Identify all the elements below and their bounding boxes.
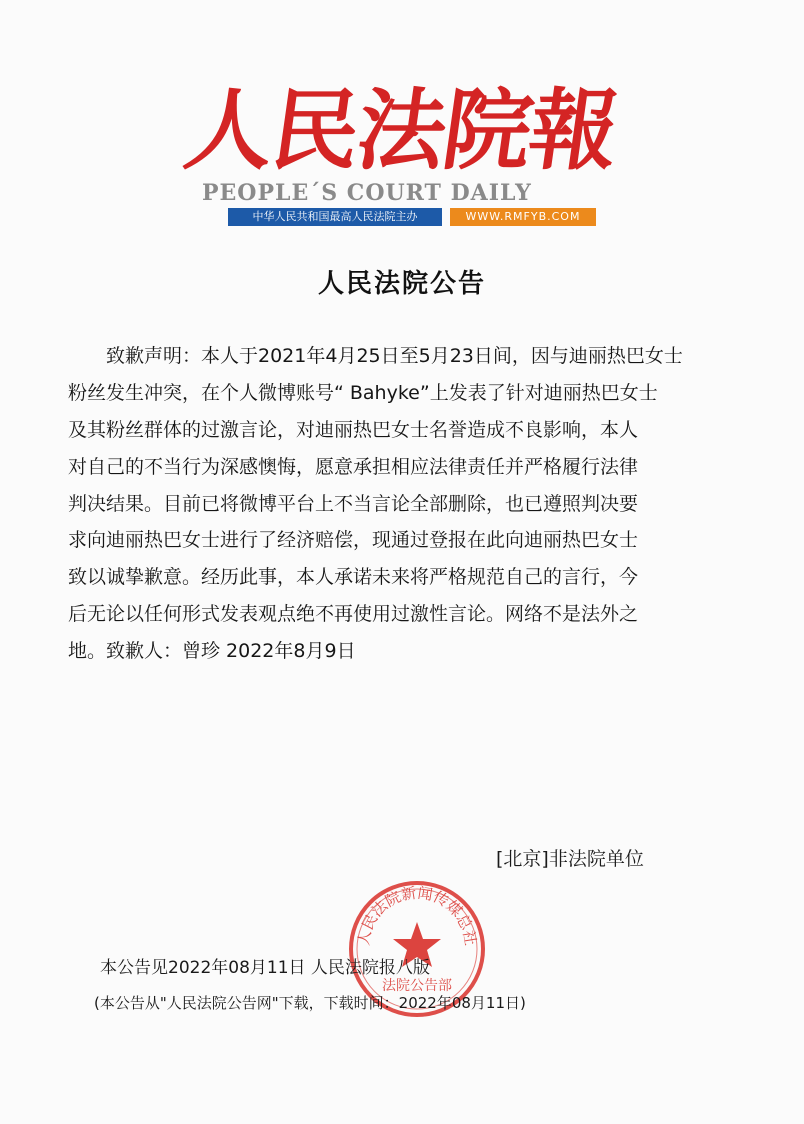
masthead-website-bar: WWW.RMFYB.COM (450, 208, 596, 226)
notice-body-line: 后无论以任何形式发表观点绝不再使用过激性言论。网络不是法外之 (68, 603, 639, 626)
signature-unit: [北京]非法院单位 (496, 848, 644, 870)
masthead-title: 人民法院報 (178, 78, 624, 182)
notice-body-line: 判决结果。目前已将微博平台上不当言论全部删除，也已遵照判决要 (68, 492, 639, 515)
notice-body (68, 338, 738, 670)
masthead-english-title: PEOPLE´S COURT DAILY (202, 180, 532, 206)
notice-body-line: 致以诚挚歉意。经历此事，本人承诺未来将严格规范自己的言行，今 (68, 566, 639, 589)
notice-body-line: 对自己的不当行为深感懊悔，愿意承担相应法律责任并严格履行法律 (68, 455, 639, 478)
seal-bottom-text: 法院公告部 (382, 978, 452, 994)
seal-top-text: 人民法院新闻传媒总社 (354, 883, 480, 947)
notice-body-line: 粉丝发生冲突，在个人微博账号“ Bahyke”上发表了针对迪丽热巴女士 (68, 381, 658, 404)
notice-title: 人民法院公告 (317, 269, 486, 299)
notice-body-line: 致歉声明：本人于2021年4月25日至5月23日间，因与迪丽热巴女士 (68, 345, 683, 367)
footer-download-note: (本公告从"人民法院公告网"下载，下载时间：2022年08月11日) (94, 994, 526, 1012)
masthead (178, 76, 624, 232)
notice-body-line: 地。致歉人：曾珍 2022年8月9日 (68, 640, 356, 663)
footer-publication-note: 本公告见2022年08月11日 人民法院报八版 (100, 958, 430, 978)
masthead-sponsor-bar: 中华人民共和国最高人民法院主办 (228, 208, 442, 226)
notice-body-line: 求向迪丽热巴女士进行了经济赔偿，现通过登报在此向迪丽热巴女士 (68, 529, 639, 552)
notice-body-line: 及其粉丝群体的过激言论，对迪丽热巴女士名誉造成不良影响，本人 (68, 418, 639, 441)
